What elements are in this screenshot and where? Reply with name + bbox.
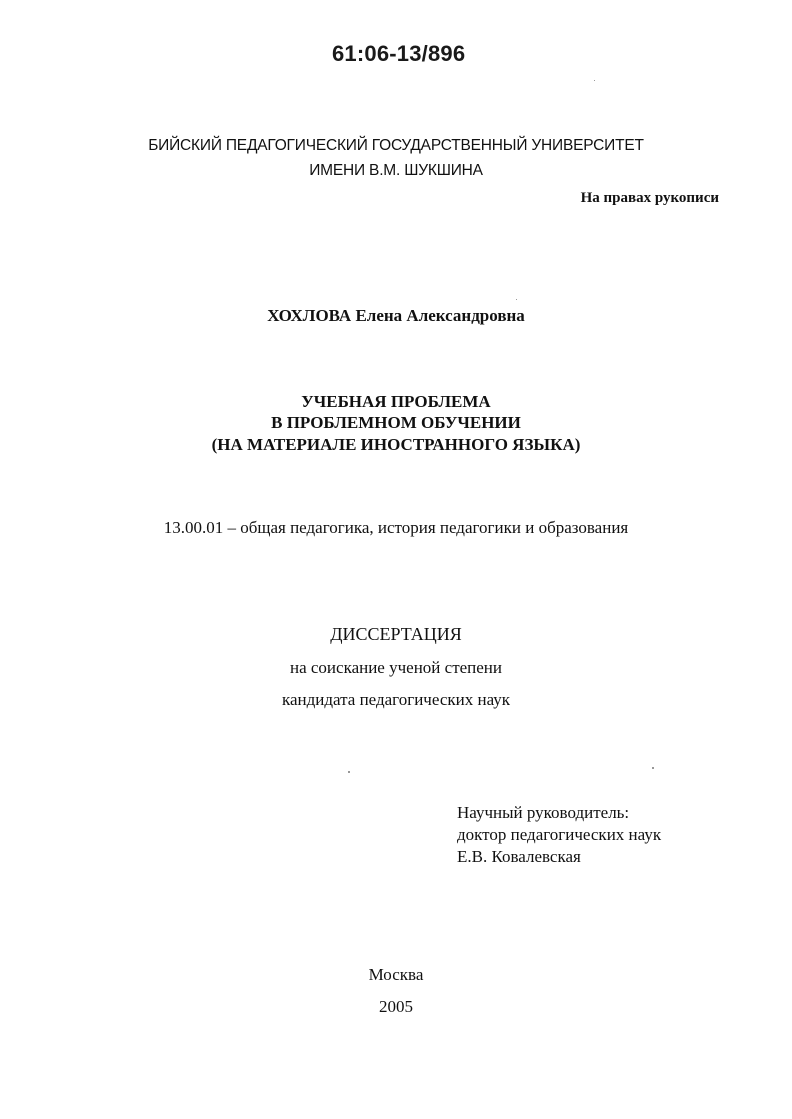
supervisor-label: Научный руководитель: (457, 803, 630, 822)
degree-line2: кандидата педагогических наук (281, 690, 511, 709)
scan-speck (516, 299, 517, 300)
scan-speck (594, 80, 595, 81)
year: 2005 (379, 997, 413, 1016)
scan-speck (652, 767, 654, 769)
degree-line1: на соискание ученой степени (289, 658, 503, 677)
work-type: ДИССЕРТАЦИЯ (330, 624, 462, 644)
supervisor-name: Е.В. Ковалевская (457, 847, 581, 866)
scan-speck (348, 771, 350, 773)
author-name: ХОХЛОВА Елена Александровна (267, 306, 525, 325)
title-line2: В ПРОБЛЕМНОМ ОБУЧЕНИИ (271, 413, 521, 432)
specialty-code: 13.00.01 – общая педагогика, история педагогики и образования (163, 518, 629, 537)
library-stamp-code: 61:06-13/896 (332, 41, 466, 66)
city: Москва (368, 965, 424, 984)
rights-note: На правах рукописи (580, 190, 719, 206)
university-name-line2: ИМЕНИ В.М. ШУКШИНА (309, 162, 483, 179)
university-name-line1: БИЙСКИЙ ПЕДАГОГИЧЕСКИЙ ГОСУДАРСТВЕННЫЙ УНИВЕРСИТЕТ (148, 137, 644, 154)
title-line1: УЧЕБНАЯ ПРОБЛЕМА (301, 392, 491, 411)
title-line3: (НА МАТЕРИАЛЕ ИНОСТРАННОГО ЯЗЫКА) (211, 435, 581, 454)
supervisor-degree: доктор педагогических наук (457, 825, 662, 844)
